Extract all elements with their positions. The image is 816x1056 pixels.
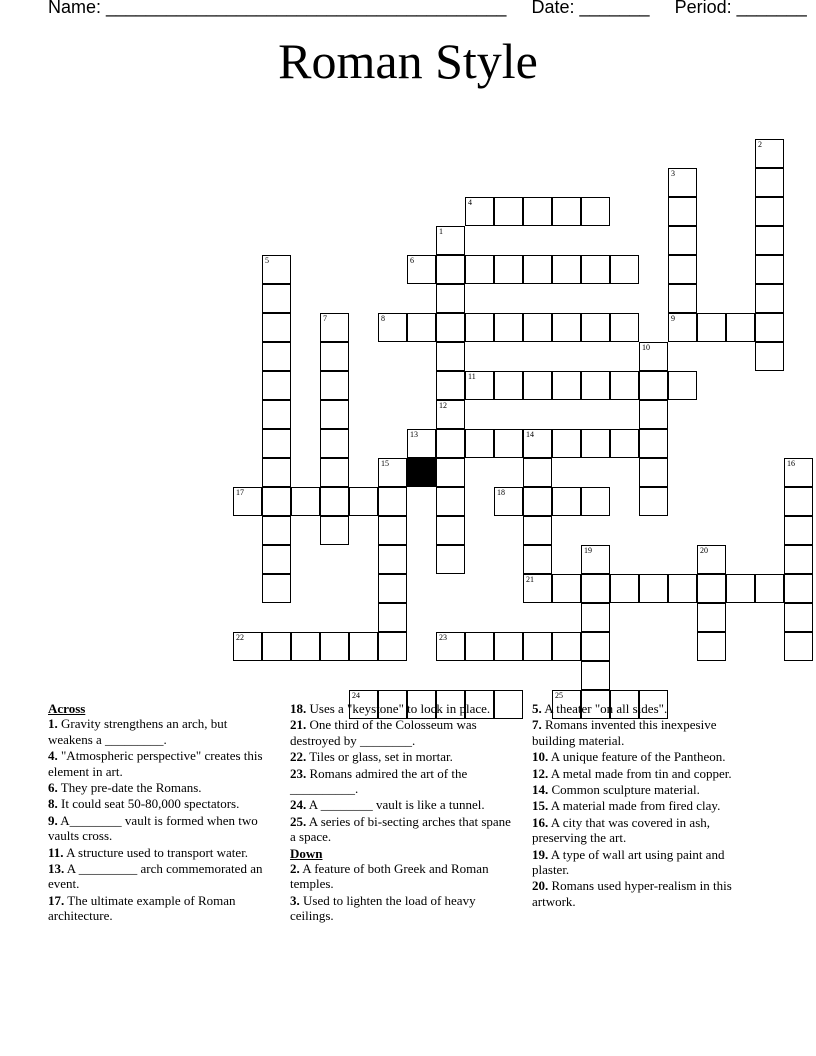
- clue-down-14: 14. Common sculpture material.: [532, 782, 700, 798]
- crossword-cell[interactable]: [465, 429, 494, 458]
- crossword-cell[interactable]: [465, 313, 494, 342]
- crossword-cell[interactable]: [436, 429, 465, 458]
- crossword-cell[interactable]: [465, 632, 494, 661]
- clue-number: 16: [787, 459, 795, 468]
- clue-number: 12: [439, 401, 447, 410]
- clue-number: 8: [381, 314, 385, 323]
- crossword-cell[interactable]: [755, 574, 784, 603]
- crossword-cell[interactable]: [320, 400, 349, 429]
- clues-column-1: [48, 701, 273, 925]
- crossword-cell[interactable]: [494, 197, 523, 226]
- crossword-cell[interactable]: [668, 226, 697, 255]
- crossword-cell[interactable]: [784, 603, 813, 632]
- crossword-cell[interactable]: [378, 487, 407, 516]
- crossword-cell[interactable]: [639, 429, 668, 458]
- clue-across-22: 22. Tiles or glass, set in mortar.: [290, 749, 453, 765]
- clue-number: 23: [439, 633, 447, 642]
- clue-number: 20: [700, 546, 708, 555]
- crossword-cell[interactable]: [523, 632, 552, 661]
- crossword-cell[interactable]: [407, 313, 436, 342]
- crossword-cell[interactable]: [581, 197, 610, 226]
- crossword-cell[interactable]: [552, 632, 581, 661]
- crossword-cell[interactable]: [262, 342, 291, 371]
- crossword-cell[interactable]: [465, 255, 494, 284]
- crossword-cell[interactable]: [581, 429, 610, 458]
- crossword-cell[interactable]: [349, 487, 378, 516]
- crossword-cell[interactable]: [407, 429, 436, 458]
- crossword-cell[interactable]: [755, 313, 784, 342]
- crossword-cell[interactable]: [494, 371, 523, 400]
- clue-across-4: 4. "Atmospheric perspective" creates this element in art.: [48, 748, 263, 779]
- crossword-cell[interactable]: [494, 255, 523, 284]
- clue-across-24: 24. A ________ vault is like a tunnel.: [290, 797, 485, 813]
- crossword-cell[interactable]: [262, 545, 291, 574]
- crossword-cell[interactable]: [378, 574, 407, 603]
- crossword-cell[interactable]: [262, 632, 291, 661]
- crossword-cell[interactable]: [610, 313, 639, 342]
- crossword-cell[interactable]: [552, 313, 581, 342]
- clue-number: 7: [323, 314, 327, 323]
- crossword-cell[interactable]: [726, 574, 755, 603]
- crossword-cell[interactable]: [668, 284, 697, 313]
- clue-across-21: 21. One third of the Colosseum was destroyed by ________.: [290, 717, 477, 748]
- clue-across-23: 23. Romans admired the art of the __________.: [290, 765, 468, 797]
- crossword-cell[interactable]: [378, 545, 407, 574]
- crossword-cell[interactable]: [262, 313, 291, 342]
- crossword-cell[interactable]: [233, 632, 262, 661]
- clue-across-13: 13. A _________ arch commemorated an event.: [48, 861, 263, 892]
- crossword-cell[interactable]: [697, 313, 726, 342]
- clue-number: 3: [671, 169, 675, 178]
- crossword-cell[interactable]: [581, 661, 610, 690]
- clue-number: 13: [410, 430, 418, 439]
- crossword-cell[interactable]: [378, 516, 407, 545]
- down-heading: Down: [290, 845, 323, 861]
- crossword-cell[interactable]: [262, 458, 291, 487]
- crossword-cell[interactable]: [784, 487, 813, 516]
- crossword-cell[interactable]: [552, 371, 581, 400]
- clue-number: 6: [410, 256, 414, 265]
- crossword-cell[interactable]: [233, 487, 262, 516]
- crossword-cell[interactable]: [552, 255, 581, 284]
- crossword-cell[interactable]: [378, 458, 407, 487]
- crossword-cell[interactable]: [552, 574, 581, 603]
- crossword-cell[interactable]: [436, 516, 465, 545]
- crossword-cell[interactable]: [581, 574, 610, 603]
- crossword-cell[interactable]: [320, 487, 349, 516]
- crossword-cell[interactable]: [523, 255, 552, 284]
- date-field[interactable]: Date: _______: [531, 0, 650, 17]
- crossword-cell[interactable]: [639, 458, 668, 487]
- clue-across-6: 6. They pre-date the Romans.: [48, 780, 202, 796]
- across-heading: Across: [48, 701, 86, 716]
- crossword-cell[interactable]: [262, 400, 291, 429]
- crossword-cell[interactable]: [581, 487, 610, 516]
- crossword-cell[interactable]: [639, 487, 668, 516]
- crossword-cell[interactable]: [291, 487, 320, 516]
- crossword-cell[interactable]: [494, 632, 523, 661]
- crossword-cell[interactable]: [784, 458, 813, 487]
- clue-down-16: 16. A city that was covered in ash, preserving the art.: [532, 814, 711, 846]
- crossword-cell[interactable]: [697, 603, 726, 632]
- crossword-cell[interactable]: [262, 429, 291, 458]
- crossword-cell[interactable]: [668, 313, 697, 342]
- crossword-cell[interactable]: [581, 603, 610, 632]
- clue-number: 17: [236, 488, 244, 497]
- crossword-cell[interactable]: [784, 574, 813, 603]
- clue-down-20: 20. Romans used hyper-realism in this artwork.: [532, 878, 732, 909]
- crossword-cell[interactable]: [320, 632, 349, 661]
- crossword-cell[interactable]: [436, 632, 465, 661]
- clue-number: 1: [439, 227, 443, 236]
- clue-number: 24: [352, 691, 360, 700]
- clue-across-25: 25. A series of bi-secting arches that spane a space.: [290, 813, 511, 845]
- crossword-cell[interactable]: [755, 168, 784, 197]
- crossword-cell[interactable]: [755, 284, 784, 313]
- clue-across-8: 8. It could seat 50-80,000 spectators.: [48, 796, 240, 812]
- crossword-cell[interactable]: [697, 574, 726, 603]
- crossword-cell[interactable]: [726, 313, 755, 342]
- crossword-cell[interactable]: [465, 197, 494, 226]
- crossword-cell[interactable]: [581, 313, 610, 342]
- crossword-cell[interactable]: [291, 632, 320, 661]
- crossword-cell[interactable]: [784, 516, 813, 545]
- crossword-cell[interactable]: [523, 458, 552, 487]
- crossword-cell[interactable]: [639, 574, 668, 603]
- clue-number: 5: [265, 256, 269, 265]
- crossword-cell[interactable]: [320, 458, 349, 487]
- crossword-cell[interactable]: [668, 371, 697, 400]
- crossword-cell[interactable]: [436, 342, 465, 371]
- crossword-cell[interactable]: [262, 371, 291, 400]
- clue-down-19: 19. A type of wall art using paint and plaster.: [532, 846, 725, 878]
- crossword-cell[interactable]: [494, 313, 523, 342]
- crossword-cell[interactable]: [494, 487, 523, 516]
- crossword-cell[interactable]: [668, 168, 697, 197]
- crossword-cell[interactable]: [436, 226, 465, 255]
- crossword-cell[interactable]: [436, 255, 465, 284]
- crossword-cell[interactable]: [523, 545, 552, 574]
- crossword-cell[interactable]: [523, 574, 552, 603]
- crossword-cell[interactable]: [697, 632, 726, 661]
- crossword-cell[interactable]: [755, 226, 784, 255]
- crossword-cell[interactable]: [378, 313, 407, 342]
- crossword-cell[interactable]: [523, 371, 552, 400]
- crossword-cell[interactable]: [262, 487, 291, 516]
- crossword-cell[interactable]: [436, 313, 465, 342]
- crossword-cell[interactable]: [639, 371, 668, 400]
- crossword-cell[interactable]: [581, 371, 610, 400]
- clue-down-15: 15. A material made from fired clay.: [532, 798, 721, 814]
- crossword-cell[interactable]: [610, 429, 639, 458]
- crossword-cell[interactable]: [436, 545, 465, 574]
- clue-number: 2: [758, 140, 762, 149]
- period-field[interactable]: Period: _______: [674, 0, 807, 17]
- crossword-cell[interactable]: [436, 371, 465, 400]
- clues-column-3: [532, 701, 760, 910]
- clue-number: 18: [497, 488, 505, 497]
- clue-across-11: 11. A structure used to transport water.: [48, 844, 249, 860]
- clue-across-9: 9. A________ vault is formed when two vaults cross.: [48, 812, 258, 844]
- clue-number: 25: [555, 691, 563, 700]
- crossword-cell[interactable]: [668, 255, 697, 284]
- clue-number: 14: [526, 430, 534, 439]
- crossword-cell[interactable]: [320, 371, 349, 400]
- crossword-cell[interactable]: [523, 429, 552, 458]
- crossword-cell[interactable]: [262, 516, 291, 545]
- crossword-cell[interactable]: [523, 197, 552, 226]
- crossword-cell[interactable]: [320, 516, 349, 545]
- crossword-cell[interactable]: [639, 342, 668, 371]
- name-field[interactable]: Name: ________________________________________: [48, 0, 507, 17]
- crossword-cell[interactable]: [320, 342, 349, 371]
- crossword-cell[interactable]: [552, 487, 581, 516]
- crossword-cell[interactable]: [523, 516, 552, 545]
- crossword-cell[interactable]: [262, 574, 291, 603]
- clue-across-17: 17. The ultimate example of Roman architecture.: [48, 892, 236, 924]
- crossword-cell[interactable]: [668, 574, 697, 603]
- crossword-cell[interactable]: [378, 603, 407, 632]
- clue-number: 21: [526, 575, 534, 584]
- clue-down-10: 10. A unique feature of the Pantheon.: [532, 749, 726, 765]
- crossword-cell[interactable]: [581, 545, 610, 574]
- clue-number: 19: [584, 546, 592, 555]
- crossword-cell[interactable]: [320, 313, 349, 342]
- crossword-cell[interactable]: [581, 255, 610, 284]
- crossword-cell[interactable]: [784, 545, 813, 574]
- crossword-cell[interactable]: [262, 255, 291, 284]
- crossword-cell[interactable]: [639, 400, 668, 429]
- page-title: Roman Style: [278, 33, 538, 89]
- crossword-cell[interactable]: [755, 139, 784, 168]
- clue-across-1: 1. Gravity strengthens an arch, but weakens a _________.: [48, 716, 228, 747]
- crossword-cell[interactable]: [436, 284, 465, 313]
- clue-number: 9: [671, 314, 675, 323]
- clue-down-2: 2. A feature of both Greek and Roman temples.: [290, 861, 489, 892]
- crossword-cell[interactable]: [581, 632, 610, 661]
- crossword-cell[interactable]: [523, 313, 552, 342]
- crossword-cell[interactable]: [378, 632, 407, 661]
- crossword-cell[interactable]: [523, 487, 552, 516]
- crossword-cell[interactable]: [465, 371, 494, 400]
- blocked-cell: [407, 458, 436, 487]
- crossword-cell[interactable]: [436, 487, 465, 516]
- crossword-cell[interactable]: [407, 255, 436, 284]
- crossword-cell[interactable]: [494, 429, 523, 458]
- clue-number: 22: [236, 633, 244, 642]
- crossword-cell[interactable]: [610, 255, 639, 284]
- crossword-cell[interactable]: [552, 429, 581, 458]
- crossword-cell[interactable]: [755, 342, 784, 371]
- crossword-cell[interactable]: [552, 197, 581, 226]
- crossword-cell[interactable]: [436, 458, 465, 487]
- crossword-cell[interactable]: [610, 371, 639, 400]
- clue-number: 11: [468, 372, 476, 381]
- crossword-cell[interactable]: [668, 197, 697, 226]
- clue-down-3: 3. Used to lighten the load of heavy ceilings.: [290, 892, 476, 924]
- crossword-cell[interactable]: [697, 545, 726, 574]
- clue-across-18: 18. Uses a "keystone" to lock in place.: [290, 701, 491, 716]
- crossword-cell[interactable]: [320, 429, 349, 458]
- clue-down-5: 5. A theater "on all sides".: [532, 701, 668, 716]
- clue-number: 4: [468, 198, 472, 207]
- clues-column-2: [290, 701, 518, 925]
- clue-number: 10: [642, 343, 650, 352]
- crossword-cell[interactable]: [349, 632, 378, 661]
- crossword-cell[interactable]: [755, 197, 784, 226]
- crossword-cell[interactable]: [610, 574, 639, 603]
- crossword-cell[interactable]: [784, 632, 813, 661]
- clue-down-12: 12. A metal made from tin and copper.: [532, 765, 732, 781]
- crossword-cell[interactable]: [262, 284, 291, 313]
- clue-down-7: 7. Romans invented this inexpesive building material.: [532, 717, 717, 748]
- crossword-cell[interactable]: [755, 255, 784, 284]
- crossword-cell[interactable]: [436, 400, 465, 429]
- clue-number: 15: [381, 459, 389, 468]
